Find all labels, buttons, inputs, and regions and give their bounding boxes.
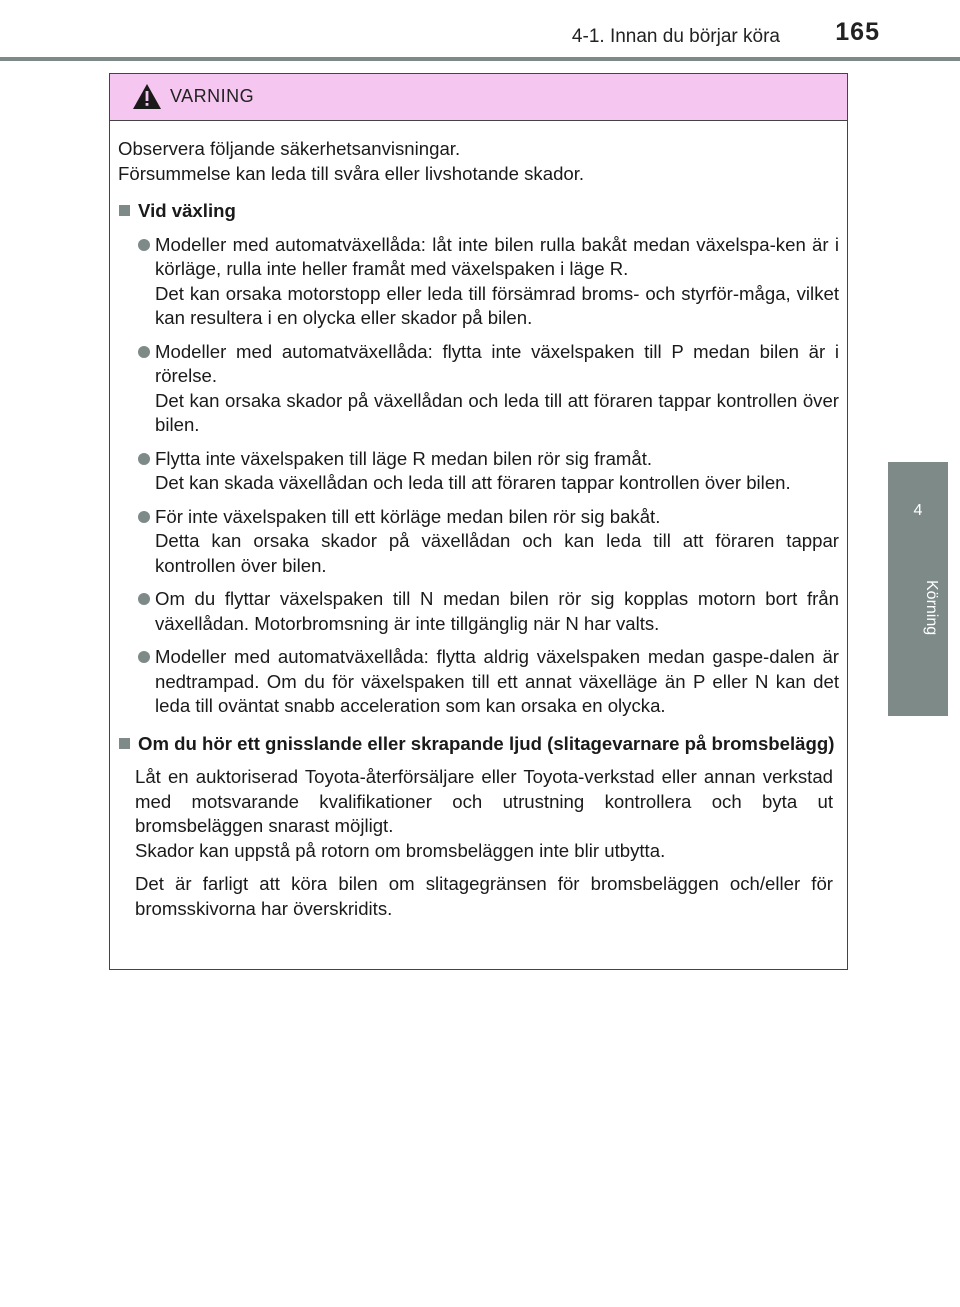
list-item [118,340,839,438]
warning-body [110,121,847,921]
intro-line-1: Observera följande säkerhetsanvisningar. [118,138,461,159]
square-bullet-icon [119,738,130,749]
bullet-text: Flytta inte växelspaken till läge R medan bilen rör sig framåt. [155,447,653,469]
shifting-bullet-list [118,233,839,719]
section-heading-brake-noise [118,732,839,757]
section-heading-shifting [118,199,839,224]
bullet-text: Det kan skada växellådan och leda till att föraren tappar kontrollen över bilen. [155,472,791,493]
chapter-label: Körning [923,580,940,636]
section-title: 4-1. Innan du börjar köra [571,26,780,47]
list-item [118,447,839,496]
intro-line-2: Försummelse kan leda till svåra eller livshotande skador. [118,162,585,184]
list-item [118,505,839,579]
warning-triangle-icon [132,83,162,110]
bullet-text: Modeller med automatväxellåda: flytta inte växelspaken till P medan bilen är i rörelse. [155,340,839,386]
bullet-text: Det kan orsaka motorstopp eller leda till försämrad broms- och styrför-måga, vilket kan resultera i en olycka eller skador på bilen. [155,282,839,328]
section-title: Om du hör ett gnisslande eller skrapande ljud (slitagevarnare på bromsbelägg) [138,732,835,754]
section-title: Vid växling [138,200,236,221]
warning-box [109,73,848,970]
square-bullet-icon [119,205,130,216]
list-item [118,645,839,719]
chapter-number: 4 [913,502,923,519]
brake-limit-text [118,872,839,921]
list-item [118,233,839,331]
list-item [118,587,839,636]
page-number: 165 [835,18,880,46]
bullet-text: Det kan orsaka skador på växellådan och leda till att föraren tappar kontrollen över bilen. [155,389,839,435]
brake-noise-text [118,765,839,863]
warning-intro [118,137,839,186]
bullet-text: Modeller med automatväxellåda: låt inte bilen rulla bakåt medan växelspa-ken är i körläge, rulla inte heller framåt med växelspaken i läge R. [155,233,839,279]
bullet-text: För inte växelspaken till ett körläge medan bilen rör sig bakåt. [155,505,661,527]
paragraph: Låt en auktoriserad Toyota-återförsäljare eller Toyota-verkstad eller annan verkstad med motsvarande kvalifikationer och utrustning kontrollera och byta ut bromsbeläggen snarast möjligt. [135,766,833,836]
paragraph: Det är farligt att köra bilen om slitagegränsen för bromsbeläggen och/eller för bromsskivorna har överskridits. [135,873,833,919]
bullet-text: Detta kan orsaka skador på växellådan och kan leda till att föraren tappar kontrollen över bilen. [155,530,839,576]
bullet-text: Modeller med automatväxellåda: flytta aldrig växelspaken medan gaspe-dalen är nedtrampad. Om du för växelspaken till ett annat växelläge än P eller N kan det leda till oväntat snabb acceleration som kan orsaka en olycka. [155,646,839,716]
header-rule [0,57,960,61]
warning-header [110,74,847,121]
bullet-text: Om du flyttar växelspaken till N medan bilen rör sig kopplas motorn bort från växellådan. Motorbromsning är inte tillgänglig när N har valts. [155,588,839,634]
chapter-side-tab [888,462,948,716]
paragraph: Skador kan uppstå på rotorn om bromsbeläggen inte blir utbytta. [135,839,666,861]
warning-label: VARNING [170,86,255,106]
